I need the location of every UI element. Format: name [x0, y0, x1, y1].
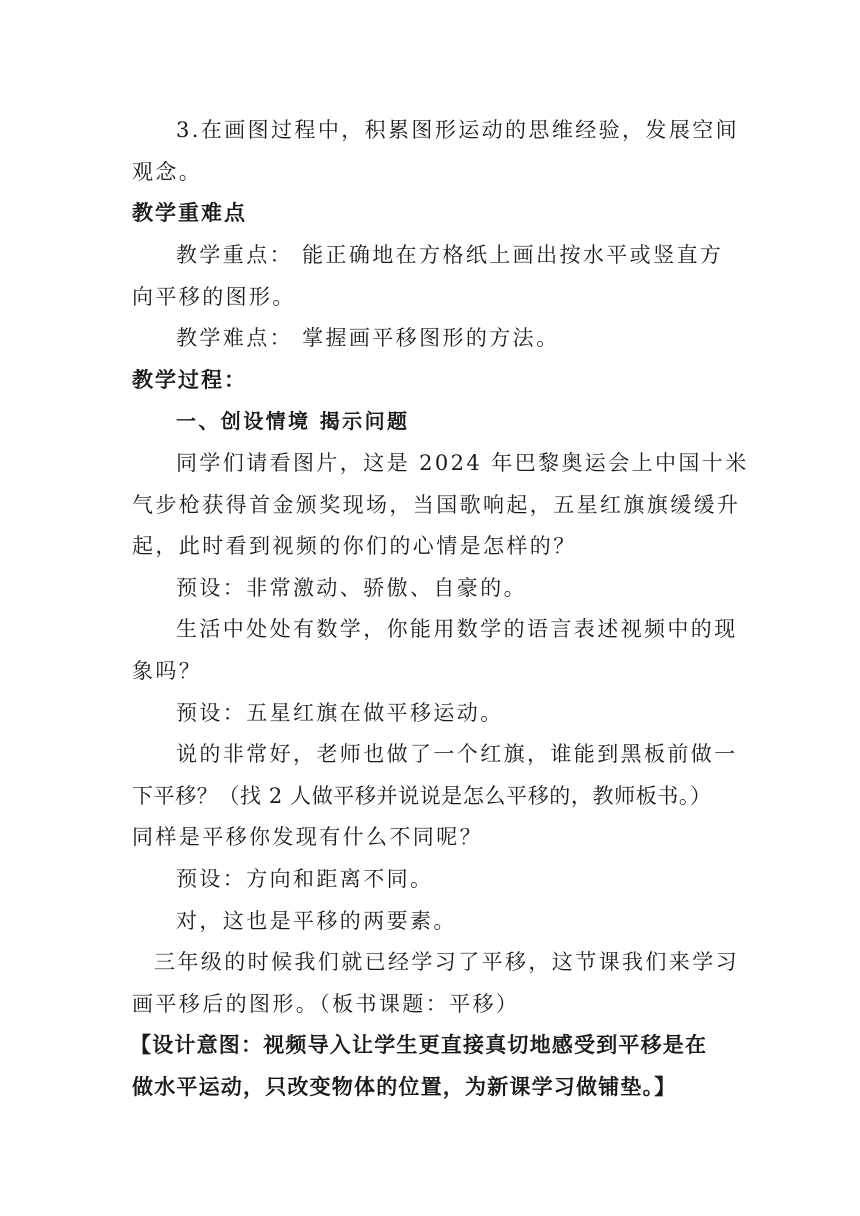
preset-2: 预设：五星红旗在做平移运动。 [176, 701, 504, 725]
key-point-line-2: 向平移的图形。 [132, 285, 296, 309]
goal-3-line-2: 观念。 [132, 160, 203, 184]
design-intent-line-1: 【设计意图：视频导入让学生更直接真切地感受到平移是在 [130, 1033, 708, 1057]
para-2-line-2: 象吗？ [132, 659, 203, 683]
para-5-line-2: 画平移后的图形。（板书课题：平移） [132, 992, 520, 1016]
para-5-line-1: 三年级的时候我们就已经学习了平移，这节课我们来学习 [154, 950, 739, 974]
para-3-line-3: 同样是平移你发现有什么不同呢？ [132, 825, 483, 849]
preset-1: 预设：非常激动、骄傲、自豪的。 [176, 576, 527, 600]
heading-teaching-process: 教学过程： [132, 368, 247, 392]
para-1-line-1: 同学们请看图片，这是 2024 年巴黎奥运会上中国十米 [176, 451, 749, 475]
goal-3-line-1: 3.在画图过程中，积累图形运动的思维经验，发展空间 [176, 118, 740, 142]
para-1-line-2: 气步枪获得首金颁奖现场，当国歌响起，五星红旗旗缓缓升 [132, 493, 741, 517]
para-4: 对，这也是平移的两要素。 [176, 909, 457, 933]
design-intent-line-2: 做水平运动，只改变物体的位置，为新课学习做铺垫。】 [132, 1075, 677, 1099]
para-1-line-3: 起，此时看到视频的你们的心情是怎样的？ [132, 534, 577, 558]
key-point-line-1: 教学重点： 能正确地在方格纸上画出按水平或竖直方 [176, 243, 724, 267]
section-1-title: 一、创设情境 揭示问题 [176, 409, 410, 433]
preset-3: 预设：方向和距离不同。 [176, 867, 434, 891]
para-3-line-1: 说的非常好，老师也做了一个红旗，谁能到黑板前做一 [176, 742, 738, 766]
difficult-point-line: 教学难点： 掌握画平移图形的方法。 [176, 326, 560, 350]
heading-key-difficult-points: 教学重难点 [132, 201, 247, 225]
para-2-line-1: 生活中处处有数学，你能用数学的语言表述视频中的现 [176, 617, 738, 641]
para-3-line-2: 下平移？（找 2 人做平移并说说是怎么平移的，教师板书。） [132, 784, 712, 808]
